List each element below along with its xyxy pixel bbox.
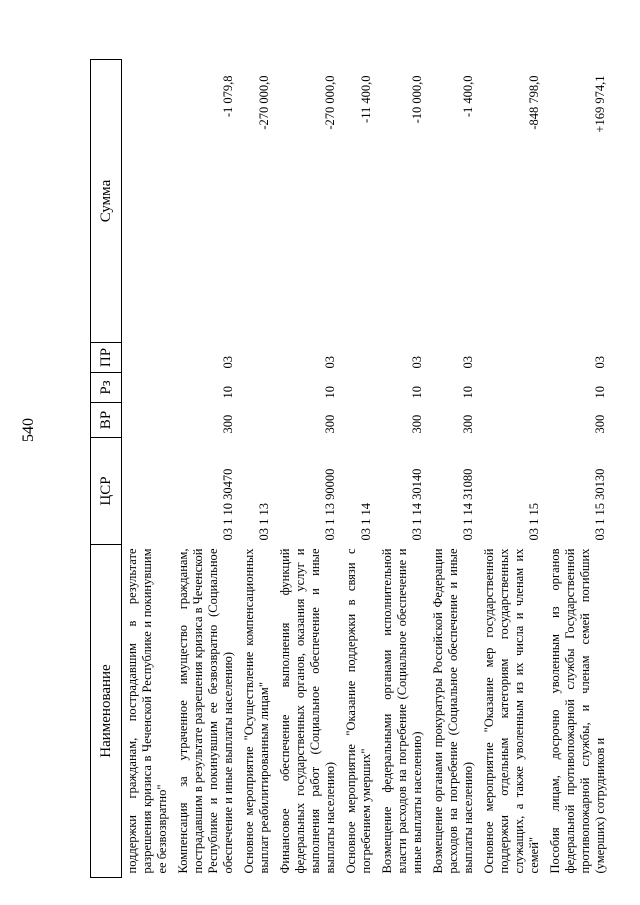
row-sum: -1 079,8 xyxy=(221,75,235,118)
header-name: Наименование xyxy=(91,545,122,878)
row-csr: 03 1 14 30140 xyxy=(410,468,424,541)
row-sum: -1 400,0 xyxy=(461,75,475,118)
table-header-row xyxy=(91,60,122,878)
table-row xyxy=(173,60,239,878)
row-rz xyxy=(479,373,545,403)
row-pr: 03 xyxy=(410,356,424,369)
row-name: Пособия лицам, досрочно уволенным из органов федеральной противопожарной службы Государственной противопожарной службы, и членам семей погибших (умерших) сотрудников и xyxy=(548,548,607,874)
table-row xyxy=(479,60,545,878)
row-sum: -270 000,0 xyxy=(257,75,271,130)
row-csr: 03 1 13 xyxy=(257,503,271,541)
table-row xyxy=(377,60,428,878)
row-csr: 03 1 14 31080 xyxy=(461,468,475,541)
row-csr: 03 1 15 30130 xyxy=(593,468,607,541)
row-name: поддержки гражданам, пострадавшим в результате разрешения кризиса в Чеченской Республике и покинувшим ее безвозвратно" xyxy=(125,548,169,874)
row-pr xyxy=(122,343,174,373)
row-name: Возмещение федеральными органами исполнительной власти расходов на погребение (Социальное обеспечение и иные выплаты населению) xyxy=(380,548,424,874)
row-name: Основное мероприятие "Осуществление компенсационных выплат реабилитированным лицам" xyxy=(242,548,271,874)
row-pr xyxy=(239,343,275,373)
header-rz: Рз xyxy=(91,373,122,403)
row-rz xyxy=(239,373,275,403)
row-rz: 10 xyxy=(461,386,475,399)
row-csr: 03 1 13 90000 xyxy=(323,468,337,541)
row-name: Компенсация за утраченное имущество гражданам, пострадавшим в результате разрешения кризиса в Чеченской Республике и покинувшим ее безвозвратно (Социальное обеспечение и иные выплаты населению) xyxy=(176,548,235,874)
row-name: Основное мероприятие "Оказание поддержки в связи с погребением умерших" xyxy=(344,548,373,874)
row-name: Финансовое обеспечение выполнения функций федеральных государственных органов, оказания услуг и выполнения работ (Социальное обеспечение и иные выплаты населению) xyxy=(278,548,337,874)
row-pr xyxy=(479,343,545,373)
page-number: 540 xyxy=(20,418,37,442)
row-sum xyxy=(122,60,174,343)
row-csr: 03 1 10 30470 xyxy=(221,468,235,541)
table-row xyxy=(275,60,341,878)
row-vr: 300 xyxy=(593,414,607,434)
row-vr: 300 xyxy=(461,414,475,434)
table-row xyxy=(341,60,377,878)
row-rz: 10 xyxy=(593,386,607,399)
table-row xyxy=(122,60,174,878)
row-sum: -848 798,0 xyxy=(527,75,541,130)
row-pr xyxy=(341,343,377,373)
row-vr xyxy=(122,403,174,438)
row-csr xyxy=(122,438,174,545)
table-row xyxy=(545,60,611,878)
row-vr xyxy=(239,403,275,438)
row-pr: 03 xyxy=(323,356,337,369)
row-rz xyxy=(341,373,377,403)
row-name: Возмещение органами прокуратуры Российской Федерации расходов на погребение (Социальное обеспечение и иные выплаты населению) xyxy=(431,548,475,874)
header-sum: Сумма xyxy=(91,60,122,343)
table-row xyxy=(239,60,275,878)
row-sum: -11 400,0 xyxy=(359,75,373,123)
row-pr: 03 xyxy=(221,356,235,369)
row-sum: -10 000,0 xyxy=(410,75,424,124)
table-row xyxy=(428,60,479,878)
row-csr: 03 1 15 xyxy=(527,503,541,541)
row-rz: 10 xyxy=(221,386,235,399)
header-csr: ЦСР xyxy=(91,438,122,545)
row-vr: 300 xyxy=(410,414,424,434)
row-name: Основное мероприятие "Оказание мер государственной поддержки отдельным категориям государственных служащих, а также уволенным из их числа и членам их семей" xyxy=(482,548,541,874)
row-rz xyxy=(122,373,174,403)
header-vr: ВР xyxy=(91,403,122,438)
row-vr: 300 xyxy=(323,414,337,434)
budget-table xyxy=(90,59,611,878)
header-pr: ПР xyxy=(91,343,122,373)
row-csr: 03 1 14 xyxy=(359,503,373,541)
row-rz: 10 xyxy=(410,386,424,399)
row-vr xyxy=(341,403,377,438)
row-vr xyxy=(479,403,545,438)
row-pr: 03 xyxy=(593,356,607,369)
row-vr: 300 xyxy=(221,414,235,434)
rotated-page-content xyxy=(90,60,610,878)
row-pr: 03 xyxy=(461,356,475,369)
row-sum: +169 974,1 xyxy=(593,75,607,133)
row-sum: -270 000,0 xyxy=(323,75,337,130)
row-rz: 10 xyxy=(323,386,337,399)
